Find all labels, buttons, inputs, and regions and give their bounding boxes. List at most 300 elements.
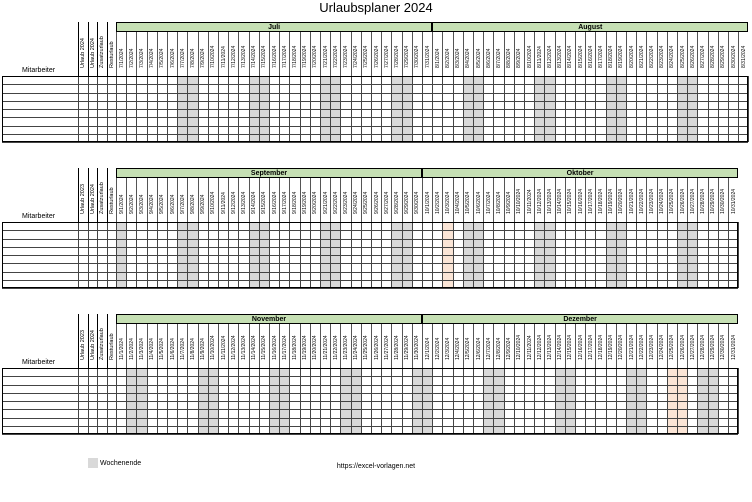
day-header: [351, 178, 361, 222]
day-header: [708, 324, 718, 368]
day-header: [646, 32, 656, 76]
summary-column-label: Resturlaub: [108, 333, 115, 360]
day-header: [453, 178, 463, 222]
day-label: 7/29/2024: [404, 45, 411, 68]
summary-column-label: Zusatzurlaub: [99, 328, 106, 360]
day-label: 10/19/2024: [608, 188, 615, 214]
day-header: [361, 178, 371, 222]
day-label: 10/29/2024: [710, 188, 717, 214]
employee-name-cell[interactable]: [2, 272, 78, 280]
day-label: 7/8/2024: [189, 48, 196, 68]
day-header: [738, 32, 748, 76]
day-label: 12/26/2024: [679, 334, 686, 360]
day-label: 10/15/2024: [567, 188, 574, 214]
day-header: [147, 32, 157, 76]
day-label: 7/27/2024: [383, 45, 390, 68]
day-label: 12/3/2024: [444, 337, 451, 360]
day-label: 7/5/2024: [159, 48, 166, 68]
footer-url[interactable]: https://excel-vorlagen.net: [336, 463, 416, 470]
day-header: [514, 32, 524, 76]
day-label: 8/17/2024: [597, 45, 604, 68]
day-header: [432, 178, 442, 222]
day-label: 8/26/2024: [689, 45, 696, 68]
day-label: 11/26/2024: [373, 335, 380, 360]
legend-label: Wochenende: [100, 460, 142, 467]
day-label: 9/25/2024: [363, 191, 370, 214]
employee-name-cell[interactable]: [2, 239, 78, 247]
day-label: 12/28/2024: [699, 334, 706, 360]
day-header: [381, 178, 391, 222]
day-header: [646, 178, 656, 222]
day-label: 8/28/2024: [710, 45, 717, 68]
employee-name-cell[interactable]: [2, 134, 78, 142]
month-header: Dezember: [422, 314, 738, 324]
day-header: [718, 178, 728, 222]
day-header: [504, 178, 514, 222]
employee-name-cell[interactable]: [2, 84, 78, 92]
day-label: 9/24/2024: [353, 191, 360, 214]
day-label: 9/29/2024: [404, 191, 411, 214]
day-header: [167, 178, 177, 222]
day-header: [493, 324, 503, 368]
day-label: 11/6/2024: [169, 338, 176, 360]
day-header: [514, 178, 524, 222]
day-label: 9/20/2024: [312, 191, 319, 214]
day-header: [361, 32, 371, 76]
day-header: [330, 32, 340, 76]
day-label: 11/4/2024: [149, 338, 156, 360]
day-label: 7/18/2024: [291, 45, 298, 68]
day-header: [208, 32, 218, 76]
day-header: [320, 178, 330, 222]
day-header: [340, 324, 350, 368]
employee-name-cell[interactable]: [2, 401, 78, 409]
month-header: Juli: [116, 22, 432, 32]
day-header: [198, 178, 208, 222]
day-label: 12/24/2024: [659, 334, 666, 360]
employee-name-cell[interactable]: [2, 109, 78, 117]
day-header: [310, 324, 320, 368]
day-label: 11/25/2024: [363, 335, 370, 360]
day-header: [493, 32, 503, 76]
day-label: 11/5/2024: [159, 338, 166, 360]
day-header: [677, 324, 687, 368]
day-label: 10/21/2024: [628, 188, 635, 214]
day-header: [136, 32, 146, 76]
day-header: [565, 178, 575, 222]
employee-name-cell[interactable]: [2, 385, 78, 393]
day-label: 7/11/2024: [220, 46, 227, 68]
day-label: 7/22/2024: [332, 45, 339, 68]
day-header: [371, 32, 381, 76]
summary-column-header: [78, 168, 88, 222]
day-label: 9/16/2024: [271, 191, 278, 214]
day-header: [728, 32, 738, 76]
employee-name-cell[interactable]: [2, 101, 78, 109]
day-label: 10/31/2024: [730, 188, 737, 214]
day-label: 10/27/2024: [689, 188, 696, 214]
day-header: [463, 178, 473, 222]
day-label: 7/20/2024: [312, 45, 319, 68]
day-label: 12/6/2024: [475, 337, 482, 360]
day-header: [228, 178, 238, 222]
employee-name-cell[interactable]: [2, 263, 78, 271]
day-header: [330, 324, 340, 368]
day-label: 11/3/2024: [138, 338, 145, 360]
day-header: [728, 324, 738, 368]
day-header: [718, 324, 728, 368]
day-header: [575, 324, 585, 368]
day-header: [279, 32, 289, 76]
employee-name-cell[interactable]: [2, 126, 78, 134]
day-label: 8/14/2024: [567, 45, 574, 68]
employee-name-cell[interactable]: [2, 368, 78, 376]
summary-column-label: Resturlaub: [108, 187, 115, 214]
day-label: 12/23/2024: [648, 334, 655, 360]
day-header: [595, 178, 605, 222]
day-label: 12/13/2024: [546, 334, 553, 360]
day-label: 11/8/2024: [189, 338, 196, 360]
day-header: [555, 178, 565, 222]
day-header: [544, 178, 554, 222]
day-label: 7/31/2024: [424, 45, 431, 68]
day-label: 10/10/2024: [516, 188, 523, 214]
day-header: [116, 32, 126, 76]
day-header: [442, 324, 452, 368]
day-label: 11/16/2024: [271, 335, 278, 360]
day-header: [116, 324, 126, 368]
summary-column-label: Urlaub 2023: [80, 330, 87, 360]
day-label: 11/11/2024: [220, 335, 227, 360]
day-header: [453, 32, 463, 76]
employee-name-cell[interactable]: [2, 393, 78, 401]
day-label: 7/10/2024: [210, 45, 217, 68]
day-header: [432, 32, 442, 76]
day-label: 7/23/2024: [342, 45, 349, 68]
day-label: 9/26/2024: [373, 191, 380, 214]
summary-column-label: Zusatzurlaub: [99, 182, 106, 214]
grid-row-line: [2, 434, 738, 435]
employee-header: Mitarbeiter: [22, 359, 56, 366]
employee-name-cell[interactable]: [2, 409, 78, 417]
summary-column-header: [97, 314, 107, 368]
month-header: Oktober: [422, 168, 738, 178]
calendar-frame: [2, 368, 738, 434]
summary-column-header: [88, 314, 98, 368]
day-header: [442, 178, 452, 222]
employee-name-cell[interactable]: [2, 247, 78, 255]
day-label: 10/4/2024: [455, 191, 462, 214]
day-header: [422, 32, 432, 76]
day-header: [147, 324, 157, 368]
day-header: [167, 324, 177, 368]
day-header: [259, 324, 269, 368]
day-header: [595, 32, 605, 76]
day-label: 8/25/2024: [679, 45, 686, 68]
day-header: [565, 324, 575, 368]
day-label: 12/7/2024: [485, 337, 492, 360]
day-label: 8/9/2024: [516, 48, 523, 68]
day-label: 12/27/2024: [689, 334, 696, 360]
day-label: 7/12/2024: [230, 45, 237, 68]
day-label: 12/4/2024: [455, 337, 462, 360]
day-label: 11/18/2024: [291, 335, 298, 360]
day-header: [249, 178, 259, 222]
day-label: 8/30/2024: [730, 45, 737, 68]
day-label: 11/14/2024: [251, 335, 258, 360]
day-header: [473, 178, 483, 222]
day-label: 9/27/2024: [383, 191, 390, 214]
day-label: 10/20/2024: [618, 188, 625, 214]
calendar-block: [0, 168, 752, 296]
employee-name-cell[interactable]: [2, 280, 78, 288]
calendar-block: [0, 22, 752, 150]
day-header: [616, 178, 626, 222]
day-header: [657, 32, 667, 76]
day-header: [412, 32, 422, 76]
month-header: September: [116, 168, 422, 178]
day-label: 10/2/2024: [434, 191, 441, 214]
day-label: 8/2/2024: [444, 48, 451, 68]
day-label: 9/19/2024: [302, 191, 309, 214]
day-header: [330, 178, 340, 222]
day-label: 10/11/2024: [526, 189, 533, 214]
day-label: 7/30/2024: [414, 45, 421, 68]
day-label: 12/22/2024: [638, 334, 645, 360]
day-header: [565, 32, 575, 76]
employee-name-cell[interactable]: [2, 93, 78, 101]
summary-column-header: [88, 168, 98, 222]
day-label: 11/2/2024: [128, 338, 135, 360]
day-label: 7/13/2024: [240, 45, 247, 68]
day-label: 7/6/2024: [169, 48, 176, 68]
day-header: [371, 324, 381, 368]
day-label: 8/7/2024: [495, 48, 502, 68]
day-label: 9/17/2024: [281, 191, 288, 214]
day-header: [402, 178, 412, 222]
day-label: 8/29/2024: [720, 45, 727, 68]
day-label: 10/22/2024: [638, 188, 645, 214]
day-label: 7/2/2024: [128, 48, 135, 68]
day-header: [524, 178, 534, 222]
day-header: [657, 178, 667, 222]
day-label: 9/6/2024: [169, 194, 176, 214]
day-label: 10/6/2024: [475, 191, 482, 214]
page-title: Urlaubsplaner 2024: [319, 0, 433, 15]
day-header: [667, 32, 677, 76]
day-header: [667, 178, 677, 222]
day-header: [636, 324, 646, 368]
day-header: [657, 324, 667, 368]
day-header: [381, 324, 391, 368]
day-label: 9/18/2024: [291, 191, 298, 214]
day-header: [524, 32, 534, 76]
day-label: 10/13/2024: [546, 188, 553, 214]
day-label: 12/12/2024: [536, 334, 543, 360]
day-header: [402, 324, 412, 368]
day-label: 12/30/2024: [720, 334, 727, 360]
day-label: 11/20/2024: [312, 335, 319, 360]
day-label: 10/18/2024: [597, 188, 604, 214]
employee-name-cell[interactable]: [2, 117, 78, 125]
grid-day-line: [738, 222, 739, 288]
day-label: 11/27/2024: [383, 335, 390, 360]
day-label: 12/29/2024: [710, 334, 717, 360]
day-header: [167, 32, 177, 76]
employee-name-cell[interactable]: [2, 255, 78, 263]
day-header: [585, 324, 595, 368]
employee-name-cell[interactable]: [2, 222, 78, 230]
day-header: [300, 178, 310, 222]
day-header: [595, 324, 605, 368]
day-header: [259, 178, 269, 222]
day-label: 7/1/2024: [118, 48, 125, 68]
day-label: 7/25/2024: [363, 45, 370, 68]
summary-column-header: [97, 168, 107, 222]
employee-name-cell[interactable]: [2, 230, 78, 238]
day-label: 10/28/2024: [699, 188, 706, 214]
day-header: [269, 32, 279, 76]
day-header: [646, 324, 656, 368]
employee-name-cell[interactable]: [2, 76, 78, 84]
day-header: [126, 178, 136, 222]
summary-column-label: Resturlaub: [108, 41, 115, 68]
day-label: 10/17/2024: [587, 188, 594, 214]
day-label: 8/20/2024: [628, 45, 635, 68]
day-header: [544, 32, 554, 76]
day-label: 10/26/2024: [679, 188, 686, 214]
day-header: [187, 324, 197, 368]
day-header: [555, 324, 565, 368]
day-label: 8/23/2024: [659, 45, 666, 68]
day-header: [391, 178, 401, 222]
day-header: [198, 324, 208, 368]
day-header: [269, 178, 279, 222]
day-header: [534, 178, 544, 222]
day-label: 9/9/2024: [200, 194, 207, 214]
day-label: 8/10/2024: [526, 45, 533, 68]
day-header: [177, 178, 187, 222]
day-label: 12/1/2024: [424, 337, 431, 360]
day-label: 7/26/2024: [373, 45, 380, 68]
day-label: 11/30/2024: [414, 335, 421, 360]
day-label: 11/13/2024: [240, 335, 247, 360]
day-label: 8/24/2024: [669, 45, 676, 68]
day-header: [340, 32, 350, 76]
day-header: [626, 178, 636, 222]
day-header: [708, 32, 718, 76]
day-label: 9/11/2024: [220, 192, 227, 214]
day-label: 8/21/2024: [638, 45, 645, 68]
day-header: [208, 324, 218, 368]
day-label: 12/5/2024: [465, 337, 472, 360]
day-header: [228, 32, 238, 76]
day-label: 8/13/2024: [557, 45, 564, 68]
day-header: [616, 324, 626, 368]
day-header: [391, 32, 401, 76]
day-header: [187, 32, 197, 76]
day-header: [238, 324, 248, 368]
day-header: [626, 32, 636, 76]
day-label: 9/7/2024: [179, 194, 186, 214]
day-header: [697, 178, 707, 222]
day-label: 8/19/2024: [618, 45, 625, 68]
summary-column-label: Urlaub 2024: [80, 38, 87, 68]
day-label: 7/19/2024: [302, 45, 309, 68]
day-header: [636, 178, 646, 222]
day-header: [136, 324, 146, 368]
day-label: 9/2/2024: [128, 194, 135, 214]
day-header: [687, 324, 697, 368]
summary-column-header: [107, 314, 117, 368]
day-label: 11/28/2024: [393, 335, 400, 360]
day-label: 8/5/2024: [475, 48, 482, 68]
month-header: August: [432, 22, 748, 32]
day-label: 9/23/2024: [342, 191, 349, 214]
day-header: [412, 178, 422, 222]
day-label: 12/9/2024: [506, 337, 513, 360]
day-header: [351, 324, 361, 368]
day-label: 10/30/2024: [720, 188, 727, 214]
day-header: [208, 178, 218, 222]
day-header: [687, 178, 697, 222]
day-label: 12/8/2024: [495, 337, 502, 360]
summary-column-label: Urlaub 2024: [89, 330, 96, 360]
employee-name-cell[interactable]: [2, 426, 78, 434]
day-label: 9/22/2024: [332, 191, 339, 214]
day-header: [575, 32, 585, 76]
day-label: 8/6/2024: [485, 48, 492, 68]
day-label: 8/1/2024: [434, 48, 441, 68]
day-header: [677, 178, 687, 222]
day-header: [493, 178, 503, 222]
day-header: [177, 324, 187, 368]
day-header: [269, 324, 279, 368]
day-header: [504, 32, 514, 76]
day-header: [616, 32, 626, 76]
day-header: [606, 324, 616, 368]
day-label: 7/24/2024: [353, 45, 360, 68]
day-label: 11/15/2024: [261, 335, 268, 360]
day-label: 7/9/2024: [200, 48, 207, 68]
day-header: [300, 324, 310, 368]
day-label: 9/15/2024: [261, 191, 268, 214]
day-header: [238, 32, 248, 76]
day-header: [157, 324, 167, 368]
employee-name-cell[interactable]: [2, 418, 78, 426]
calendar-frame: [2, 76, 748, 142]
day-label: 9/21/2024: [322, 191, 329, 214]
day-header: [381, 32, 391, 76]
day-label: 9/3/2024: [138, 194, 145, 214]
day-label: 10/25/2024: [669, 188, 676, 214]
day-label: 7/7/2024: [179, 48, 186, 68]
day-header: [218, 32, 228, 76]
day-header: [249, 324, 259, 368]
summary-column-label: Urlaub 2023: [80, 184, 87, 214]
day-label: 11/19/2024: [302, 335, 309, 360]
day-header: [310, 178, 320, 222]
day-label: 9/1/2024: [118, 194, 125, 214]
day-label: 7/14/2024: [251, 45, 258, 68]
day-label: 8/12/2024: [546, 45, 553, 68]
day-header: [483, 32, 493, 76]
day-header: [636, 32, 646, 76]
day-label: 9/8/2024: [189, 194, 196, 214]
day-header: [677, 32, 687, 76]
employee-name-cell[interactable]: [2, 376, 78, 384]
day-header: [126, 32, 136, 76]
